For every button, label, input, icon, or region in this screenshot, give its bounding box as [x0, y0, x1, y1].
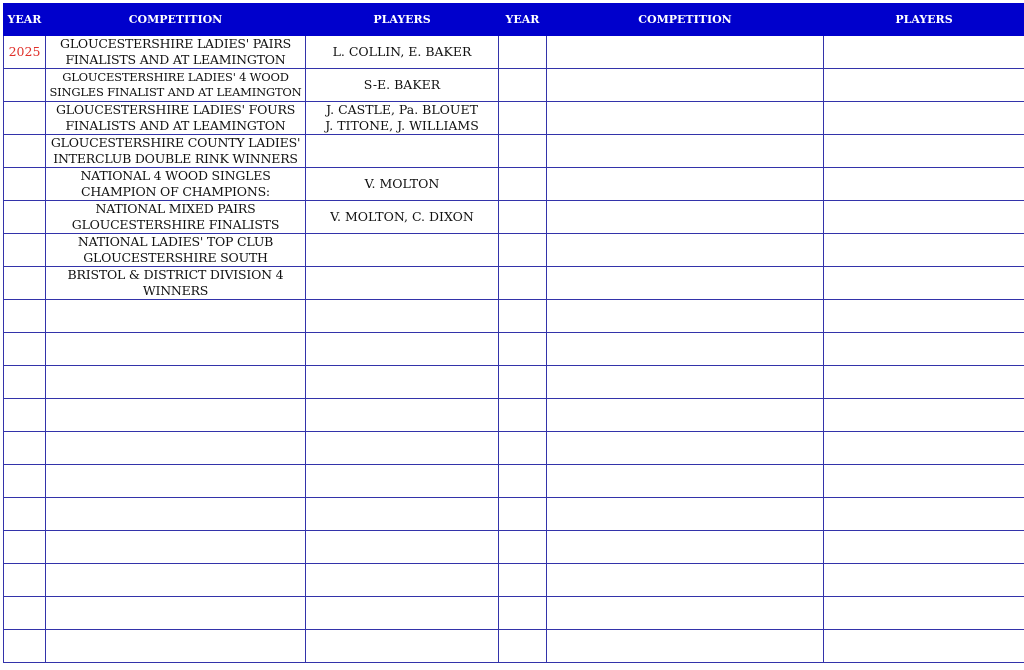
competition-cell-right [547, 498, 824, 531]
competition-cell-line: NATIONAL 4 WOOD SINGLES [80, 168, 271, 183]
header-competition-left: COMPETITION [46, 4, 306, 36]
competition-cell-right [547, 630, 824, 663]
players-cell-line: L. COLLIN, E. BAKER [332, 44, 472, 59]
competition-cell-line: WINNERS [142, 283, 209, 298]
table-row-empty [4, 630, 1024, 663]
players-cell [306, 168, 499, 201]
table-row [4, 267, 1024, 300]
year-cell [4, 300, 46, 333]
competition-cell-right [547, 597, 824, 630]
players-cell-right [824, 597, 1024, 630]
players-cell [306, 432, 499, 465]
competition-cell-line: GLOUCESTERSHIRE COUNTY LADIES' [50, 135, 301, 150]
year-cell [4, 465, 46, 498]
competition-cell-right [547, 399, 824, 432]
table-row-empty [4, 597, 1024, 630]
competition-cell-right [547, 564, 824, 597]
year-cell: 2025 [4, 35, 46, 69]
year-cell-right [499, 168, 547, 201]
year-cell-right [499, 498, 547, 531]
players-cell [306, 465, 499, 498]
header-players-right: PLAYERS [824, 4, 1024, 36]
competition-cell-line: GLOUCESTERSHIRE FINALISTS [71, 217, 280, 232]
competition-cell [46, 366, 306, 399]
table-row-empty [4, 432, 1024, 465]
competition-cell-line: NATIONAL LADIES' TOP CLUB [77, 234, 274, 249]
competition-cell-right [547, 135, 824, 168]
year-cell-right [499, 465, 547, 498]
header-players-left: PLAYERS [306, 4, 499, 36]
competition-cell-line: GLOUCESTERSHIRE LADIES' 4 WOOD [62, 70, 289, 84]
players-cell-line: J. CASTLE, Pa. BLOUET [326, 102, 478, 117]
competition-cell-right [547, 35, 824, 69]
players-cell-right [824, 234, 1024, 267]
year-cell-right [499, 201, 547, 234]
year-cell [4, 432, 46, 465]
year-cell-right [499, 234, 547, 267]
competition-cell-right [547, 102, 824, 135]
table-row-empty [4, 498, 1024, 531]
table-body [4, 35, 1024, 663]
players-cell-right [824, 35, 1024, 69]
competition-cell-right [547, 234, 824, 267]
year-cell-right [499, 432, 547, 465]
year-cell-right [499, 597, 547, 630]
players-cell-right [824, 300, 1024, 333]
year-cell [4, 69, 46, 102]
players-cell-right [824, 366, 1024, 399]
competition-cell-line: CHAMPION OF CHAMPIONS: [81, 184, 270, 199]
competition-cell-line: GLOUCESTERSHIRE LADIES' PAIRS [60, 36, 291, 51]
year-cell-right [499, 300, 547, 333]
table-row [4, 69, 1024, 102]
year-cell-right [499, 630, 547, 663]
year-cell [4, 234, 46, 267]
players-cell-right [824, 564, 1024, 597]
competition-cell [46, 333, 306, 366]
competition-cell [46, 531, 306, 564]
competition-cell [46, 498, 306, 531]
competition-cell [46, 564, 306, 597]
competition-cell-line: NATIONAL MIXED PAIRS [95, 201, 256, 216]
year-cell-right [499, 35, 547, 69]
players-cell-right [824, 399, 1024, 432]
year-cell [4, 564, 46, 597]
competition-cell [46, 267, 306, 300]
competition-cell [46, 201, 306, 234]
competition-cell-right [547, 531, 824, 564]
competition-cell-line: FINALISTS AND AT LEAMINGTON [65, 118, 286, 133]
players-cell [306, 399, 499, 432]
table-row [4, 168, 1024, 201]
year-cell [4, 366, 46, 399]
competition-cell-right [547, 366, 824, 399]
competition-cell-right [547, 168, 824, 201]
competition-cell [46, 35, 306, 69]
table-row-empty [4, 465, 1024, 498]
year-cell [4, 267, 46, 300]
competition-cell-line: GLOUCESTERSHIRE LADIES' FOURS [55, 102, 296, 117]
competition-cell-right [547, 69, 824, 102]
year-cell-right [499, 333, 547, 366]
competition-cell [46, 234, 306, 267]
players-cell [306, 267, 499, 300]
competition-cell [46, 102, 306, 135]
players-cell [306, 300, 499, 333]
players-cell-right [824, 498, 1024, 531]
players-cell [306, 234, 499, 267]
competition-cell [46, 597, 306, 630]
table-row-empty [4, 300, 1024, 333]
players-cell-right [824, 465, 1024, 498]
competition-cell-right [547, 333, 824, 366]
year-cell [4, 135, 46, 168]
year-cell [4, 168, 46, 201]
table-row [4, 102, 1024, 135]
table-row [4, 35, 1024, 69]
players-cell [306, 597, 499, 630]
competition-cell [46, 300, 306, 333]
header-row [4, 4, 1024, 36]
year-cell [4, 201, 46, 234]
table-row [4, 234, 1024, 267]
players-cell-right [824, 168, 1024, 201]
table-row [4, 201, 1024, 234]
players-cell [306, 531, 499, 564]
year-cell-right [499, 69, 547, 102]
year-cell [4, 333, 46, 366]
competition-cell-line: FINALISTS AND AT LEAMINGTON [65, 52, 286, 67]
year-cell-right [499, 102, 547, 135]
competition-cell-line: GLOUCESTERSHIRE SOUTH [83, 250, 268, 265]
year-cell [4, 531, 46, 564]
competition-cell [46, 432, 306, 465]
header-year-left: YEAR [4, 4, 46, 36]
competition-cell [46, 465, 306, 498]
players-cell [306, 201, 499, 234]
players-cell [306, 366, 499, 399]
year-cell-right [499, 366, 547, 399]
competition-cell-right [547, 432, 824, 465]
year-cell [4, 102, 46, 135]
competition-cell-right [547, 267, 824, 300]
players-cell [306, 102, 499, 135]
table-row-empty [4, 366, 1024, 399]
year-cell [4, 498, 46, 531]
table-row-empty [4, 564, 1024, 597]
competition-cell [46, 630, 306, 663]
competition-cell-line: SINGLES FINALIST AND AT LEAMINGTON [49, 85, 302, 99]
players-cell-right [824, 201, 1024, 234]
players-cell [306, 333, 499, 366]
players-cell-right [824, 432, 1024, 465]
table-row-empty [4, 333, 1024, 366]
competition-cell [46, 69, 306, 102]
honours-table [3, 3, 1024, 663]
competition-cell-right [547, 300, 824, 333]
competition-cell [46, 399, 306, 432]
competition-cell [46, 168, 306, 201]
players-cell-right [824, 630, 1024, 663]
header-year-right: YEAR [499, 4, 547, 36]
year-cell-right [499, 531, 547, 564]
header-competition-right: COMPETITION [547, 4, 824, 36]
players-cell-line: J. TITONE, J. WILLIAMS [325, 118, 479, 133]
players-cell-line: S-E. BAKER [363, 77, 441, 92]
players-cell [306, 630, 499, 663]
competition-cell-line: INTERCLUB DOUBLE RINK WINNERS [53, 151, 298, 166]
players-cell-right [824, 267, 1024, 300]
competition-cell-right [547, 201, 824, 234]
year-cell-right [499, 564, 547, 597]
year-cell [4, 630, 46, 663]
players-cell-right [824, 333, 1024, 366]
competition-cell [46, 135, 306, 168]
players-cell [306, 35, 499, 69]
players-cell-right [824, 531, 1024, 564]
players-cell [306, 69, 499, 102]
table-row [4, 135, 1024, 168]
players-cell-right [824, 102, 1024, 135]
year-cell-right [499, 399, 547, 432]
players-cell-line: V. MOLTON [364, 176, 440, 191]
table-row-empty [4, 531, 1024, 564]
players-cell-right [824, 69, 1024, 102]
players-cell [306, 564, 499, 597]
year-cell [4, 597, 46, 630]
competition-cell-line: BRISTOL & DISTRICT DIVISION 4 [67, 267, 284, 282]
table-row-empty [4, 399, 1024, 432]
players-cell-right [824, 135, 1024, 168]
year-cell-right [499, 135, 547, 168]
competition-cell-right [547, 465, 824, 498]
players-cell-line: V. MOLTON, C. DIXON [330, 209, 474, 224]
year-cell-right [499, 267, 547, 300]
players-cell [306, 498, 499, 531]
year-cell [4, 399, 46, 432]
players-cell [306, 135, 499, 168]
